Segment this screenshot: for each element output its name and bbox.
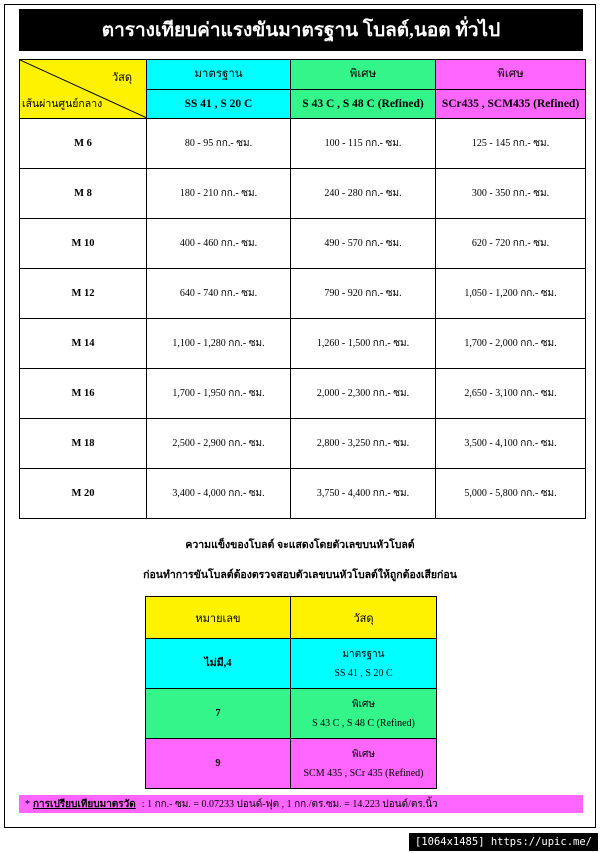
torque-value-cell: 1,260 - 1,500 กก.- ซม.	[291, 319, 436, 369]
material-type: พิเศษ	[352, 748, 375, 760]
material-column-header: วัสดุ	[291, 597, 437, 639]
torque-value-cell: 3,500 - 4,100 กก.- ซม.	[436, 419, 586, 469]
column-group-standard: มาตรฐาน	[147, 60, 291, 90]
bolt-size-cell: M 10	[20, 219, 147, 269]
torque-value-cell: 240 - 280 กก.- ซม.	[291, 169, 436, 219]
bolt-size-cell: M 20	[20, 469, 147, 519]
torque-value-cell: 180 - 210 กก.- ซม.	[147, 169, 291, 219]
torque-value-cell: 1,050 - 1,200 กก.- ซม.	[436, 269, 586, 319]
table-row	[20, 269, 586, 319]
bolt-size-cell: M 8	[20, 169, 147, 219]
table-row	[20, 319, 586, 369]
torque-value-cell: 620 - 720 กก.- ซม.	[436, 219, 586, 269]
page-title: ตารางเทียบค่าแรงขันมาตรฐาน โบลต์,นอต ทั่วไป	[19, 9, 583, 51]
torque-value-cell: 125 - 145 กก.- ซม.	[436, 119, 586, 169]
torque-value-cell: 640 - 740 กก.- ซม.	[147, 269, 291, 319]
head-mark-cell: ไม่มี,4	[146, 639, 291, 689]
torque-value-cell: 100 - 115 กก.- ซม.	[291, 119, 436, 169]
table-row	[146, 739, 437, 789]
torque-value-cell: 2,000 - 2,300 กก.- ซม.	[291, 369, 436, 419]
asterisk-mark: *	[25, 798, 30, 810]
material-grade: SCM 435 , SCr 435 (Refined)	[303, 767, 424, 779]
table-row	[20, 419, 586, 469]
material-cell	[291, 639, 437, 689]
torque-table	[19, 59, 586, 519]
torque-value-cell: 400 - 460 กก.- ซม.	[147, 219, 291, 269]
torque-value-cell: 3,400 - 4,000 กก.- ซม.	[147, 469, 291, 519]
corner-material-label: วัสดุ	[111, 72, 132, 84]
column-grade-special-1: S 43 C , S 48 C (Refined)	[291, 89, 436, 119]
material-cell	[291, 739, 437, 789]
check-marking-note: ก่อนทำการขันโบลต์ต้องตรวจสอบตัวเลขบนหัวโบลต์ให้ถูกต้องเสียก่อน	[143, 570, 457, 581]
bolt-size-cell: M 18	[20, 419, 147, 469]
bolt-size-cell: M 12	[20, 269, 147, 319]
torque-value-cell: 1,700 - 1,950 กก.- ซม.	[147, 369, 291, 419]
bolt-hardness-note: ความแข็งของโบลต์ จะแสดงโดยตัวเลขบนหัวโบลต์	[185, 540, 415, 551]
bolt-size-cell: M 6	[20, 119, 147, 169]
torque-value-cell: 1,100 - 1,280 กก.- ซม.	[147, 319, 291, 369]
column-group-special-2: พิเศษ	[436, 60, 586, 90]
torque-value-cell: 5,000 - 5,800 กก.- ซม.	[436, 469, 586, 519]
torque-value-cell: 300 - 350 กก.- ซม.	[436, 169, 586, 219]
material-type: มาตรฐาน	[342, 648, 385, 660]
torque-value-cell: 490 - 570 กก.- ซม.	[291, 219, 436, 269]
column-grade-special-2: SCr435 , SCM435 (Refined)	[436, 89, 586, 119]
torque-value-cell: 2,650 - 3,100 กก.- ซม.	[436, 369, 586, 419]
mark-column-header: หมายเลข	[146, 597, 291, 639]
head-mark-cell: 9	[146, 739, 291, 789]
bolt-size-cell: M 14	[20, 319, 147, 369]
bolt-size-cell: M 16	[20, 369, 147, 419]
table-row	[20, 119, 586, 169]
column-grade-standard: SS 41 , S 20 C	[147, 89, 291, 119]
torque-value-cell: 80 - 95 กก.- ซม.	[147, 119, 291, 169]
table-row	[146, 639, 437, 689]
table-row	[20, 469, 586, 519]
torque-value-cell: 3,750 - 4,400 กก.- ซม.	[291, 469, 436, 519]
material-grade: SS 41 , S 20 C	[334, 667, 393, 679]
table-row	[20, 369, 586, 419]
torque-value-cell: 2,800 - 3,250 กก.- ซม.	[291, 419, 436, 469]
table-row	[20, 219, 586, 269]
material-grade: S 43 C , S 48 C (Refined)	[312, 717, 415, 729]
head-mark-cell: 7	[146, 689, 291, 739]
corner-header-cell	[20, 60, 147, 119]
corner-diameter-label: เส้นผ่านศูนย์กลาง	[22, 99, 103, 110]
watermark-link[interactable]: [1064x1485] https://upic.me/	[409, 833, 598, 851]
conversion-text: : 1 กก.- ซม. = 0.07233 ปอนด์-ฟุต , 1 กก./ตร.ซม. = 14.223 ปอนด์/ตร.นิ้ว	[141, 798, 438, 810]
material-cell	[291, 689, 437, 739]
torque-value-cell: 790 - 920 กก.- ซม.	[291, 269, 436, 319]
conversion-label: การเปรียบเทียบมาตรวัด	[33, 798, 136, 810]
torque-value-cell: 1,700 - 2,000 กก.- ซม.	[436, 319, 586, 369]
material-type: พิเศษ	[352, 698, 375, 710]
torque-value-cell: 2,500 - 2,900 กก.- ซม.	[147, 419, 291, 469]
head-marking-table	[145, 596, 437, 789]
table-row	[146, 689, 437, 739]
unit-conversion-note	[19, 795, 583, 813]
column-group-special-1: พิเศษ	[291, 60, 436, 90]
table-row	[20, 169, 586, 219]
